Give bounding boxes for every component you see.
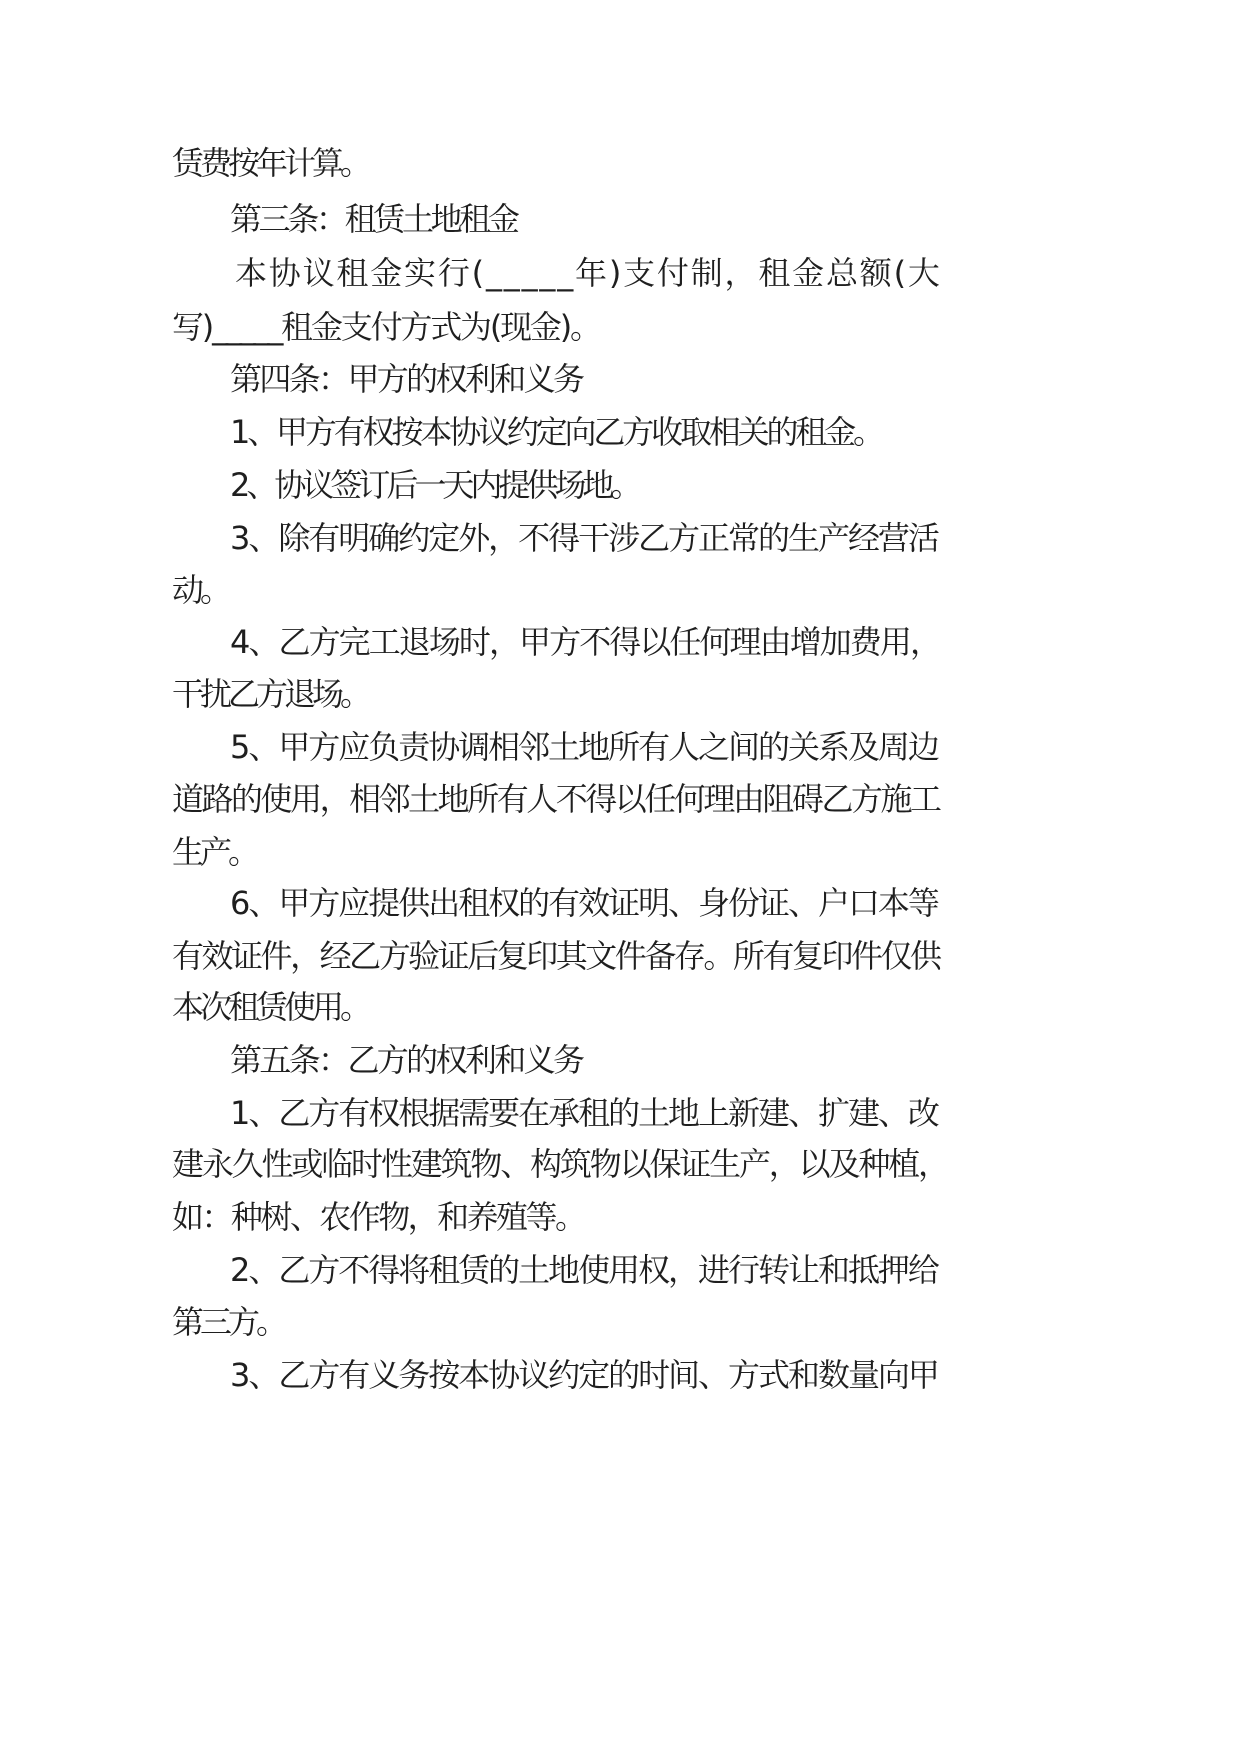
text-line: 1、乙方有权根据需要在承租的土地上新建、扩建、改 bbox=[230, 1094, 938, 1132]
text-line: 第四条：甲方的权利和义务 bbox=[230, 360, 583, 398]
text-line: 动。 bbox=[172, 571, 229, 609]
text-line: 道路的使用，相邻土地所有人不得以任何理由阻碍乙方施工 bbox=[172, 780, 940, 818]
text-line: 4、乙方完工退场时，甲方不得以任何理由增加费用， bbox=[230, 623, 941, 661]
text-line: 建永久性或临时性建筑物、构筑物以保证生产，以及种植， bbox=[172, 1145, 948, 1183]
text-line: 6、甲方应提供出租权的有效证明、身份证、户口本等 bbox=[230, 884, 938, 922]
text-line: 本协议租金实行(_____年)支付制，租金总额(大 bbox=[235, 254, 942, 292]
text-line: 5、甲方应负责协调相邻土地所有人之间的关系及周边 bbox=[230, 728, 938, 766]
text-line: 3、乙方有义务按本协议约定的时间、方式和数量向甲 bbox=[230, 1356, 938, 1394]
text-line: 本次租赁使用。 bbox=[172, 988, 369, 1026]
text-line: 第三方。 bbox=[172, 1303, 285, 1341]
text-line: 干扰乙方退场。 bbox=[172, 675, 369, 713]
text-line: 生产。 bbox=[172, 833, 257, 871]
text-line: 如：种树、农作物，和养殖等。 bbox=[172, 1198, 585, 1236]
text-line: 赁费按年计算。 bbox=[172, 144, 369, 182]
text-line: 写)_____租金支付方式为(现金)。 bbox=[172, 308, 600, 346]
text-line: 第五条：乙方的权利和义务 bbox=[230, 1041, 583, 1079]
text-line: 2、乙方不得将租赁的土地使用权，进行转让和抵押给 bbox=[230, 1251, 938, 1289]
text-line: 有效证件，经乙方验证后复印其文件备存。所有复印件仅供 bbox=[172, 937, 940, 975]
text-line: 1、甲方有权按本协议约定向乙方收取相关的租金。 bbox=[230, 413, 882, 451]
text-line: 2、协议签订后一天内提供场地。 bbox=[230, 466, 639, 504]
text-line: 第三条：租赁土地租金 bbox=[230, 200, 517, 238]
text-line: 3、除有明确约定外，不得干涉乙方正常的生产经营活 bbox=[230, 519, 938, 557]
